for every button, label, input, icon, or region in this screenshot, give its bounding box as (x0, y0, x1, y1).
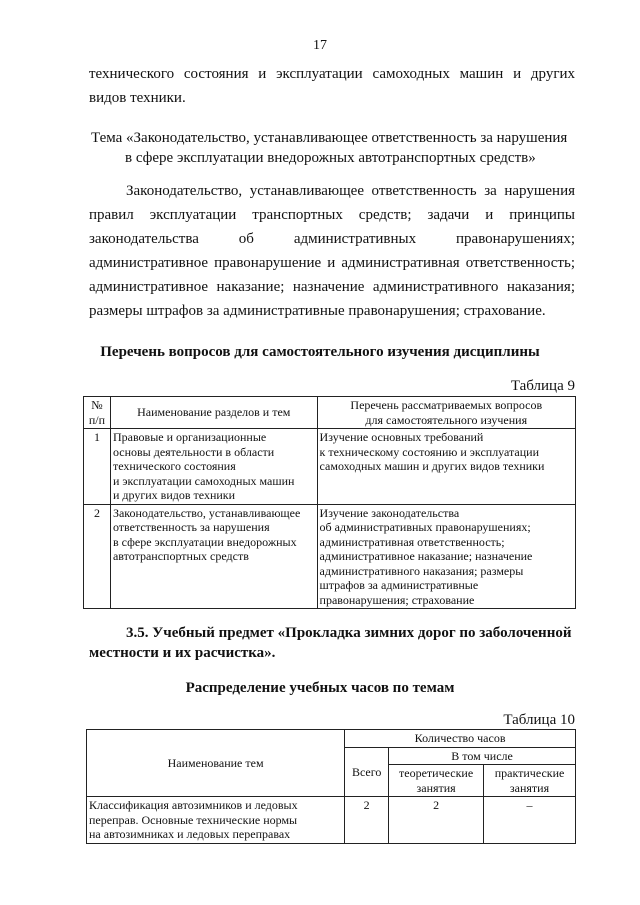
paragraph-line-1: Законодательство, устанавливающее ответственность за нарушения (126, 183, 575, 199)
cell-line: на автозимниках и ледовых переправах (89, 827, 291, 841)
table9-header-questions (317, 397, 575, 429)
theory-hours-cell: 2 (389, 797, 484, 844)
num-header-line-1: № (91, 398, 103, 412)
cell-line: автотранспортных средств (112, 549, 249, 563)
theory-header-line-2: занятия (416, 780, 456, 795)
intro-line-2: видов техники. (89, 90, 186, 106)
table10-caption: Таблица 10 (503, 712, 575, 728)
paragraph-line-4: административное правонарушение и административная ответственность; (89, 255, 575, 271)
table10-header-row (87, 730, 576, 748)
topic-cell (87, 797, 345, 844)
cell-line: Изучение основных требований (319, 430, 484, 444)
distribution-heading: Распределение учебных часов по темам (185, 680, 455, 696)
table9-header-row (84, 397, 576, 429)
section-cell (110, 429, 317, 505)
cell-line: и эксплуатации самоходных машин (112, 473, 295, 488)
num-header-line-2: п/п (88, 412, 106, 427)
paragraph-line-6: размеры штрафов за административные правонарушения; страхование. (89, 303, 546, 319)
table10 (86, 729, 576, 844)
paragraph-line-5: административное наказание; назначение административного наказания; (89, 279, 575, 295)
table-row (84, 429, 576, 505)
questions-header-line-1: Перечень рассматриваемых вопросов (350, 398, 543, 412)
table9-header-sections: Наименование разделов и тем (110, 397, 317, 429)
practice-hours-cell: – (484, 797, 576, 844)
cell-line: административное наказание; назначение (319, 549, 533, 563)
subject-heading-line-2: местности и их расчистка». (89, 645, 276, 661)
subject-heading-line-1: 3.5. Учебный предмет «Прокладка зимних дорог по заболоченной (126, 625, 572, 641)
questions-cell (317, 429, 575, 505)
topic-line-1: Тема «Законодательство, устанавливающее ответственность за нарушения (91, 130, 568, 146)
cell-line: технического состояния (112, 459, 236, 473)
cell-line: самоходных машин и других видов техники (319, 459, 545, 473)
table9-caption: Таблица 9 (510, 378, 575, 394)
table10-header-theory (389, 765, 484, 797)
table-row (87, 797, 576, 844)
table9 (83, 396, 576, 609)
table-row (84, 504, 576, 609)
page-number: 17 (313, 38, 327, 53)
cell-line: к техническому состоянию и эксплуатации (319, 444, 540, 459)
table10-header-topics: Наименование тем (87, 730, 345, 797)
table10-header-hours: Количество часов (345, 730, 576, 748)
cell-line: переправ. Основные технические нормы (89, 812, 298, 827)
cell-line: ответственность за нарушения (112, 520, 270, 534)
row-number: 1 (84, 429, 111, 505)
cell-line: Классификация автозимников и ледовых (89, 798, 298, 812)
cell-line: штрафов за административные (319, 578, 479, 592)
section-cell (110, 504, 317, 609)
cell-line: основы деятельности в области (112, 444, 275, 459)
questions-header-line-2: для самостоятельного изучения (365, 412, 528, 427)
cell-line: административного наказания; размеры (319, 563, 524, 578)
cell-line: Изучение законодательства (319, 505, 460, 520)
theory-header-line-1: теоретические (399, 766, 474, 780)
cell-line: административная ответственность; (319, 534, 505, 549)
cell-line: в сфере эксплуатации внедорожных (112, 534, 297, 549)
intro-line-1: технического состояния и эксплуатации самоходных машин и других (89, 66, 575, 82)
section-heading: Перечень вопросов для самостоятельного изучения дисциплины (100, 344, 540, 360)
table9-header-num (84, 397, 111, 429)
questions-cell (317, 504, 575, 609)
paragraph-line-2: правил эксплуатации транспортных средств; задачи и принципы (89, 207, 575, 223)
table10-header-total: Всего (345, 747, 389, 797)
table10-header-practice (484, 765, 576, 797)
practice-header-line-1: практические (494, 766, 565, 780)
cell-line: и других видов техники (112, 488, 236, 502)
total-hours-cell: 2 (345, 797, 389, 844)
practice-header-line-2: занятия (509, 780, 550, 795)
cell-line: об административных правонарушениях; (319, 520, 531, 534)
cell-line: Законодательство, устанавливающее (112, 505, 301, 520)
row-number: 2 (84, 504, 111, 609)
cell-line: правонарушения; страхование (319, 592, 475, 607)
paragraph-line-3: законодательства об административных правонарушениях; (89, 231, 575, 247)
table10-header-including: В том числе (389, 747, 576, 765)
topic-line-2: в сфере эксплуатации внедорожных автотранспортных средств» (125, 150, 536, 166)
cell-line: Правовые и организационные (112, 430, 267, 444)
